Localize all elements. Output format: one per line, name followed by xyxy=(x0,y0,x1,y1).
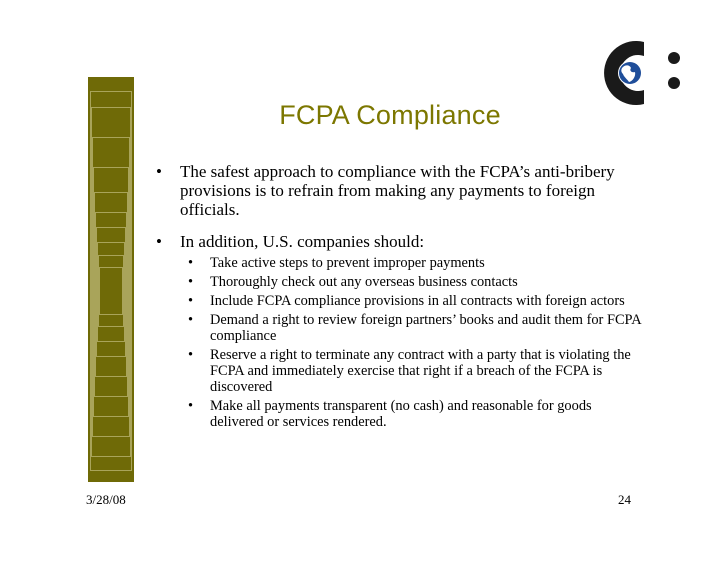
bullet-glyph: • xyxy=(188,255,194,271)
bullet-item xyxy=(152,162,642,219)
bullet-glyph: • xyxy=(188,312,194,328)
sub-bullet-text: Reserve a right to terminate any contract with a party that is violating the FCPA and immediately exercise that right if a breach of the FCPA is discovered xyxy=(210,347,631,395)
sub-bullet-item xyxy=(152,347,642,395)
bullet-glyph: • xyxy=(188,293,194,309)
page-number: 24 xyxy=(618,492,631,507)
sub-bullet-list xyxy=(152,255,642,430)
bullet-text: The safest approach to compliance with the FCPA’s anti-bribery provisions is to refrain from making any payments to foreign officials. xyxy=(180,162,615,219)
bullet-list xyxy=(152,162,642,433)
sub-bullet-text: Include FCPA compliance provisions in all contracts with foreign actors xyxy=(210,293,625,309)
sub-bullet-text: Demand a right to review foreign partners’ books and audit them for FCPA compliance xyxy=(210,312,641,344)
footer-date: 3/28/08 xyxy=(86,492,126,507)
sub-bullet-text: Take active steps to prevent improper payments xyxy=(210,255,485,271)
decorative-panel xyxy=(88,77,134,482)
bullet-glyph: • xyxy=(188,398,194,414)
bullet-item xyxy=(152,232,642,251)
sub-bullet-text: Make all payments transparent (no cash) and reasonable for goods delivered or services rendered. xyxy=(210,398,592,430)
company-logo-icon xyxy=(596,36,688,110)
sub-bullet-item xyxy=(152,274,642,290)
sub-bullet-item xyxy=(152,293,642,309)
bullet-glyph: • xyxy=(156,162,162,181)
bullet-glyph: • xyxy=(188,347,194,363)
slide-title: FCPA Compliance xyxy=(279,100,501,130)
sub-bullet-item xyxy=(152,255,642,271)
bullet-text: In addition, U.S. companies should: xyxy=(180,232,425,251)
panel-frame xyxy=(99,267,123,315)
bullet-glyph: • xyxy=(156,232,162,251)
bullet-glyph: • xyxy=(188,274,194,290)
sub-bullet-text: Thoroughly check out any overseas business contacts xyxy=(210,274,518,290)
sub-bullet-item xyxy=(152,398,642,430)
sub-bullet-item xyxy=(152,312,642,344)
